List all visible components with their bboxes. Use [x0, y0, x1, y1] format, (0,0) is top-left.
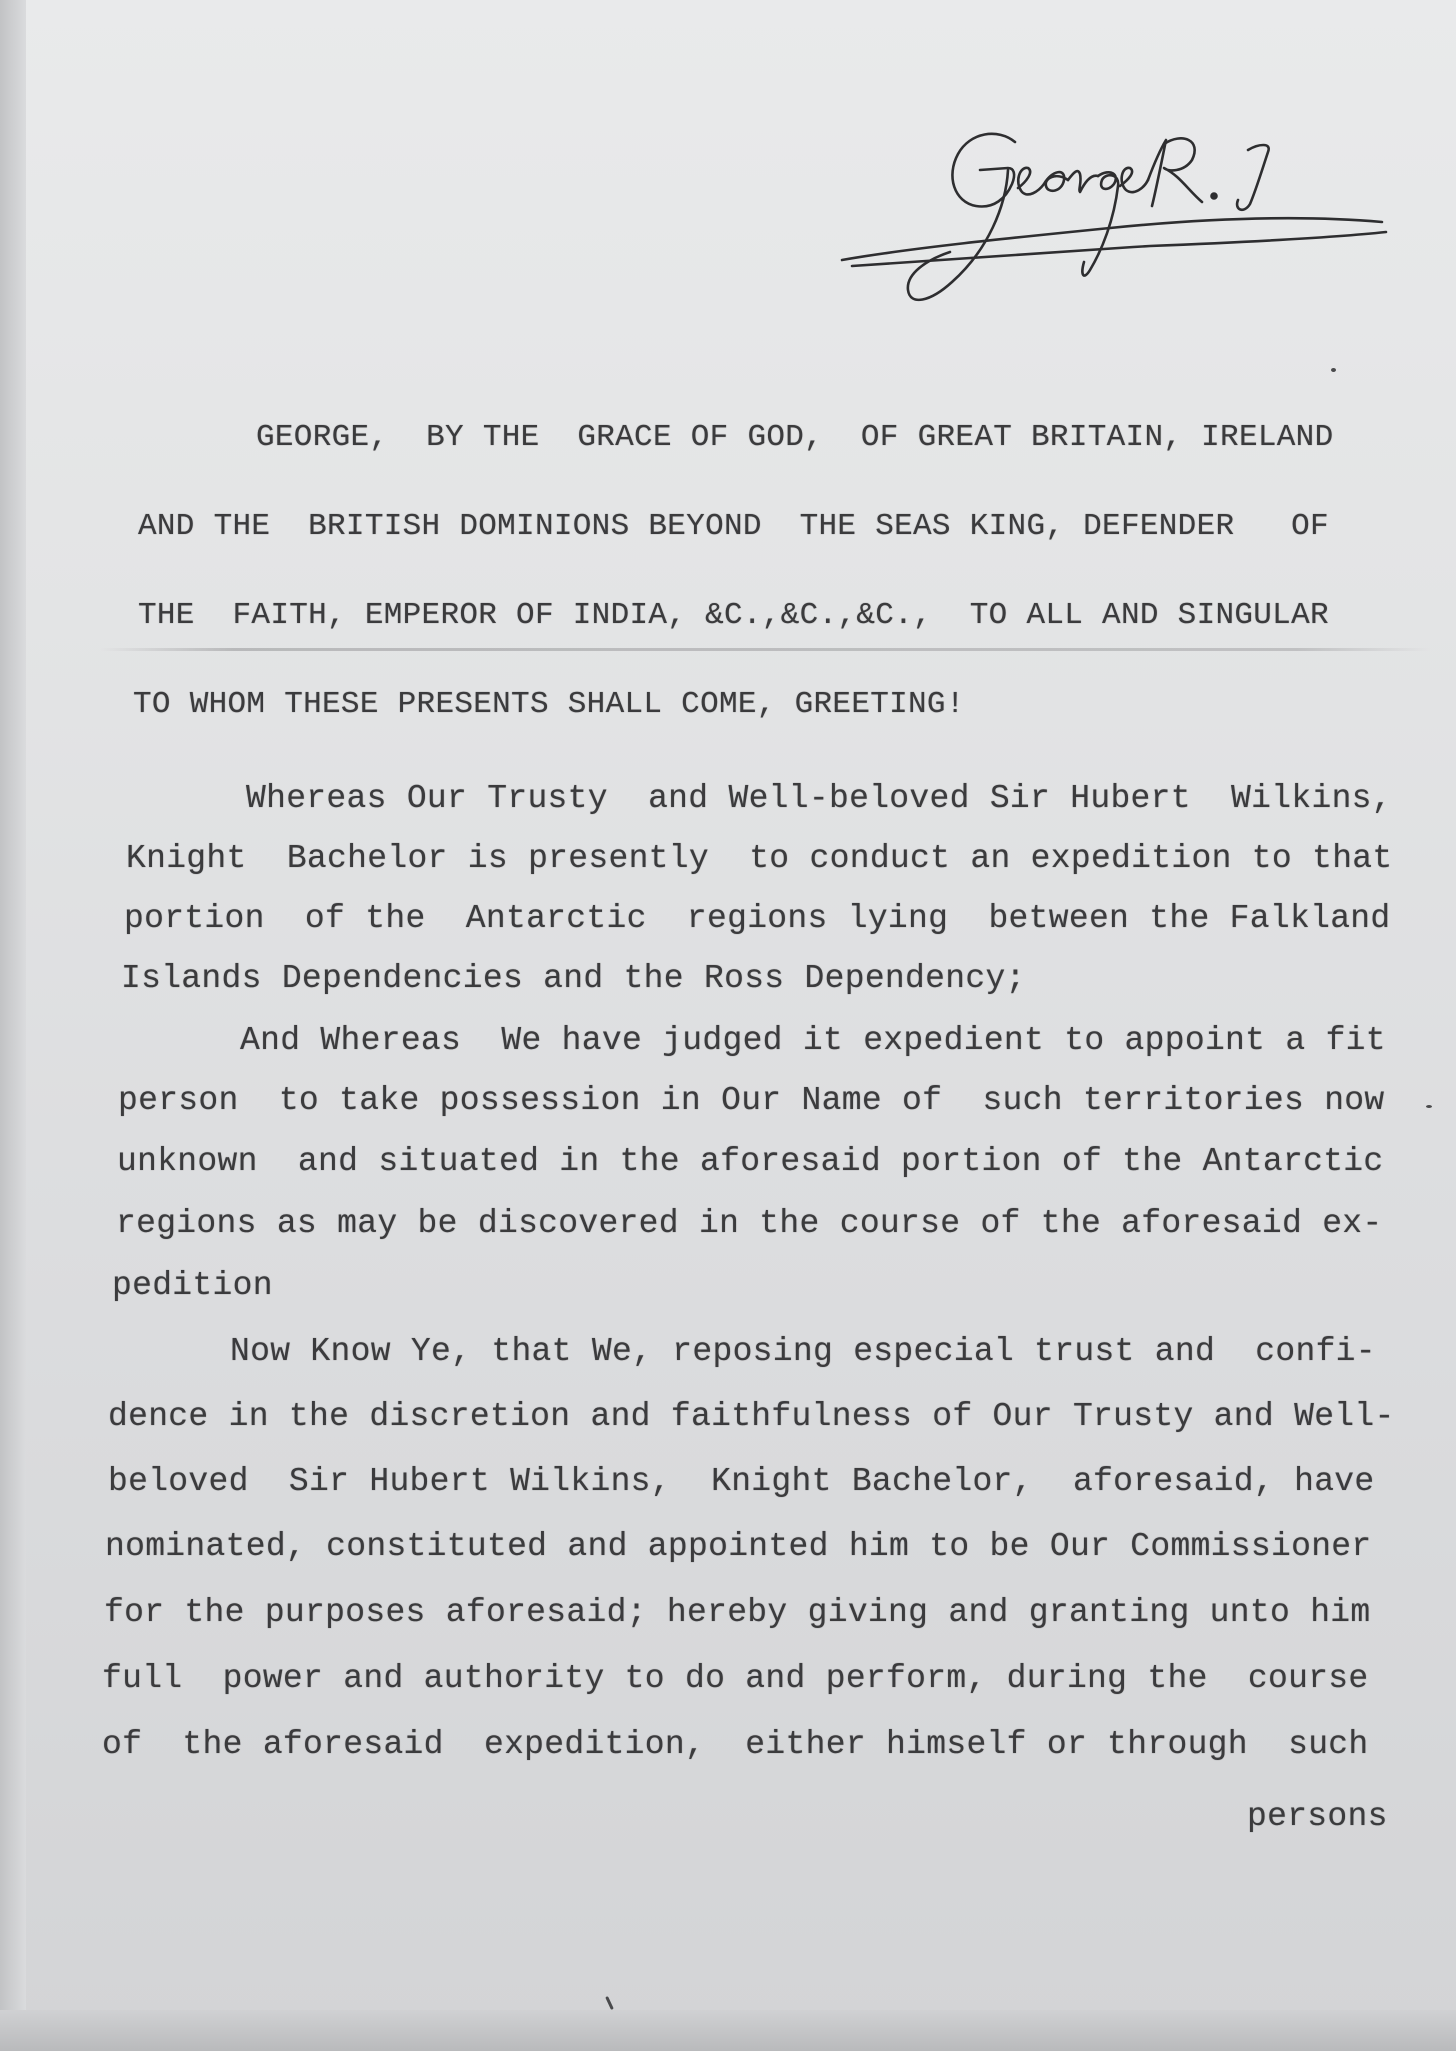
body-line: of the aforesaid expedition, either himself or through such: [102, 1726, 1369, 1763]
royal-signature: [830, 110, 1390, 340]
body-line: Whereas Our Trusty and Well-beloved Sir Hubert Wilkins,: [246, 780, 1392, 817]
body-line: unknown and situated in the aforesaid portion of the Antarctic: [117, 1143, 1384, 1180]
page-edge-left: [0, 0, 26, 2051]
body-line: pedition: [112, 1267, 273, 1304]
catchword: persons: [1247, 1798, 1388, 1835]
body-line: full power and authority to do and perform, during the course: [102, 1660, 1369, 1697]
paper-fold-crease: [100, 648, 1430, 651]
body-line: person to take possession in Our Name of such territories now: [118, 1082, 1385, 1119]
proclamation-line: THE FAITH, EMPEROR OF INDIA, &C.,&C.,&C., TO ALL AND SINGULAR: [138, 598, 1329, 633]
body-line: regions as may be discovered in the course of the aforesaid ex-: [116, 1205, 1383, 1242]
body-line: for the purposes aforesaid; hereby giving and granting unto him: [104, 1594, 1371, 1631]
body-line: dence in the discretion and faithfulness of Our Trusty and Well-: [108, 1398, 1395, 1435]
body-line: beloved Sir Hubert Wilkins, Knight Bachelor, aforesaid, have: [108, 1463, 1375, 1500]
body-line: Islands Dependencies and the Ross Dependency;: [121, 960, 1026, 997]
body-line: nominated, constituted and appointed him to be Our Commissioner: [105, 1528, 1372, 1565]
ink-speck: [1426, 1105, 1432, 1108]
ink-speck: [1331, 368, 1336, 372]
body-line: And Whereas We have judged it expedient to appoint a fit: [240, 1022, 1386, 1059]
page-edge-bottom: [0, 2010, 1456, 2051]
proclamation-line: GEORGE, BY THE GRACE OF GOD, OF GREAT BRITAIN, IRELAND: [256, 420, 1334, 455]
body-line: portion of the Antarctic regions lying between the Falkland: [124, 900, 1391, 937]
body-line: Knight Bachelor is presently to conduct an expedition to that: [126, 840, 1393, 877]
ink-speck: [605, 1996, 614, 2010]
proclamation-line: AND THE BRITISH DOMINIONS BEYOND THE SEAS KING, DEFENDER OF: [138, 509, 1329, 544]
body-line: Now Know Ye, that We, reposing especial trust and confi-: [230, 1333, 1376, 1370]
proclamation-line: TO WHOM THESE PRESENTS SHALL COME, GREETING!: [133, 687, 965, 722]
